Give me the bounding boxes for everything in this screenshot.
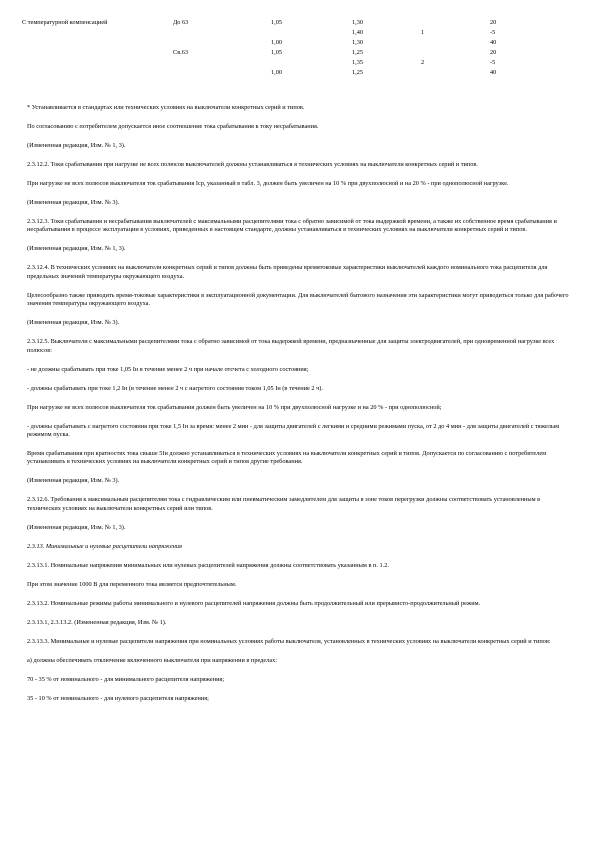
table-cell: 1,30: [352, 39, 364, 46]
paragraph: При этом значение 1000 В для переменного тока является предпочтительным.: [27, 580, 237, 588]
clause-2-3-12-3: 2.3.12.3. Токи срабатывания и несрабатывания выключателей с максимальными расцепителями тока с обратно зависимой от тока выдержкой времени, а также их собственное время срабатывания и несрабатывания в процессе эксплуатации в условиях, приведенных в настоящем стандарте, должны устанавливаться в технических условиях на выключатели конкретных серий и типов.: [27, 218, 557, 234]
paragraph: Целесообразно также приводить время-токовые характеристики в эксплуатационной документации. Для выключателей бытового назначения эти характеристики могут приводиться только для рабочего значения температуры окружающего воздуха.: [27, 291, 569, 308]
list-item: 70 - 35 % от номинального - для минимального расцепителя напряжения;: [27, 675, 225, 683]
paragraph: Время срабатывания при кратностях тока свыше 5Iн должно устанавливаться в технических условиях на выключатели конкретных серий и типов. Допускается по согласованию с потребителем устанавливать в технических условиях на выключатели конкретных серий и типов другие требования.: [27, 450, 547, 466]
clause-2-3-13-3: 2.3.13.3. Минимальные и нулевые расцепители напряжения при номинальных условиях работы выключателя, установленных в технических условиях на выключатели конкретных серий и типов:: [27, 637, 551, 645]
table-cell: 1,00: [271, 39, 283, 46]
list-item: а) должны обеспечивать отключение включенного выключателя при напряжении в пределах:: [27, 656, 278, 664]
table-cell: 1: [421, 29, 425, 36]
clause-2-3-12-4: 2.3.12.4. В технических условиях на выключатели конкретных серий и типов должны быть приведены времятоковые характеристики выключателей каждого номинального тока расцепителя для предельных значений температуры окружающего воздуха.: [27, 264, 548, 280]
table-row: [22, 69, 582, 79]
table-cell: 1,05: [271, 49, 283, 56]
section-heading-2-3-13: 2.3.13. Минимальные и нулевые расцепители напряжения: [27, 542, 182, 550]
amendment-note: 2.3.13.1, 2.3.13.2. (Измененная редакция, Изм. № 1).: [27, 618, 167, 626]
table-cell: До 63: [173, 19, 189, 26]
amendment-note: (Измененная редакция, Изм. № 3).: [27, 477, 120, 485]
table-cell: 1,05: [271, 19, 283, 26]
list-item: 35 - 10 % от номинального - для нулевого расцепителя напряжения;: [27, 694, 209, 702]
table-row: [22, 39, 582, 49]
footnote: * Устанавливается в стандартах или технических условиях на выключатели конкретных серий и типов.: [27, 104, 305, 111]
clause-2-3-13-1: 2.3.13.1. Номинальные напряжения минимальных или нулевых расцепителей напряжения должны соответствовать указанным в п. 1.2.: [27, 561, 389, 569]
paragraph-text: При нагрузке не всех полюсов выключателя ток срабатывания Iср, указанный в табл. 3, должен быть увеличен на 10 % при двухполюсной и на 20 % - при однополюсной нагрузке.: [27, 180, 509, 187]
list-item: - должны срабатывать при токе 1,2 Iн (в течение менее 2 ч с нагретого состояния током 1,05 Iн (в течение 2 ч).: [27, 384, 323, 392]
table-cell: 1,25: [352, 69, 364, 76]
table-cell: 40: [490, 39, 497, 46]
table-cell: 1,40: [352, 29, 364, 36]
table-row: [22, 29, 582, 39]
paragraph: При нагрузке не всех полюсов выключателя ток срабатывания должен быть увеличен на 10 % при двухполюсной нагрузке и на 20 % - при однополюсной;: [27, 403, 442, 411]
clause-2-3-12-6: 2.3.12.6. Требования к максимальным расцепителям тока с гидравлическим или пневматическим замедлителем для защиты в зоне токов перегрузки должны соответствовать установленным в технических условиях на выключатели конкретных серий или типов.: [27, 496, 541, 512]
paragraph: [27, 180, 572, 188]
table-row: [22, 19, 582, 29]
table-cell: Св.63: [173, 49, 189, 56]
table-cell: -5: [490, 59, 496, 66]
table-cell: 40: [490, 69, 497, 76]
amendment-note: (Измененная редакция, Изм. № 1, 3).: [27, 245, 126, 253]
table-cell: -5: [490, 29, 496, 36]
clause-2-3-13-2: 2.3.13.2. Номинальные режимы работы минимального и нулевого расцепителей напряжения должны быть продолжительный или прерывисто-продолжительный режим.: [27, 599, 481, 607]
clause-2-3-12-5: 2.3.12.5. Выключатели с максимальными расцепителями тока с обратно зависимой от тока выдержкой времени, предназначенные для защиты электродвигателей, при одновременной нагрузке всех полюсов:: [27, 338, 555, 354]
table-cell: С температурной компенсацией: [22, 19, 108, 26]
table-cell: 20: [490, 19, 497, 26]
amendment-note: (Измененная редакция, Изм. № 1, 3).: [27, 142, 126, 149]
table-cell: 1,30: [352, 19, 364, 26]
document-body: [27, 104, 572, 714]
table-cell: 2: [421, 59, 425, 66]
table-cell: 20: [490, 49, 497, 56]
table-cell: 1,25: [352, 49, 364, 56]
paragraph: По согласованию с потребителем допускается иное соотношение тока срабатывания к току несрабатывания.: [27, 123, 319, 130]
amendment-note: (Измененная редакция, Изм. № 3).: [27, 199, 120, 206]
clause-2-3-12-2: 2.3.12.2. Токи срабатывания при нагрузке не всех полюсов выключателей должны устанавливаться в технических условиях на выключатели конкретных серий и типов.: [27, 161, 478, 168]
list-item: - не должны срабатывать при токе 1,05 Iн в течение менее 2 ч при начале отсчета с холодного состояния;: [27, 365, 309, 373]
table-cell: 1,00: [271, 69, 283, 76]
amendment-note: (Измененная редакция, Изм. № 3).: [27, 319, 120, 327]
table-cell: 1,35: [352, 59, 364, 66]
table-row: [22, 59, 582, 69]
release-characteristics-table: [22, 19, 582, 79]
amendment-note: (Измененная редакция, Изм. № 1, 3).: [27, 523, 126, 531]
table-row: [22, 49, 582, 59]
list-item: - должны срабатывать с нагретого состояния при токе 1,5 Iн за время: менее 2 мин - для защиты двигателей с легкими и средними режимами пуска, от 2 до 4 мин - для защиты двигателей с тяжелым режимом пуска.: [27, 422, 560, 439]
